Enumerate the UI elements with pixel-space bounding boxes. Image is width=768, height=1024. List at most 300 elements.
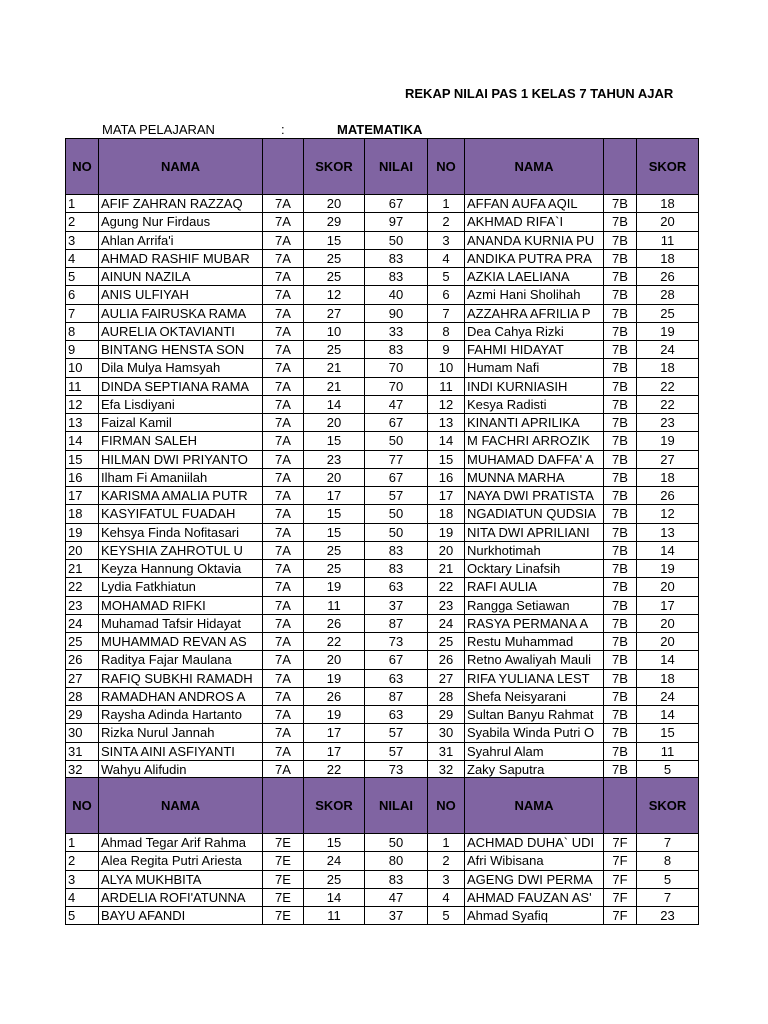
class-cell: 7B xyxy=(604,341,637,359)
header-nama: NAMA xyxy=(99,139,263,195)
class-cell: 7A xyxy=(263,231,304,249)
name-cell: Ocktary Linafsih xyxy=(465,560,604,578)
nilai-cell: 67 xyxy=(365,414,428,432)
table-row xyxy=(66,633,699,651)
skor-cell: 26 xyxy=(637,268,699,286)
no-cell: 16 xyxy=(66,468,99,486)
no-cell: 12 xyxy=(428,395,465,413)
class-cell: 7B xyxy=(604,760,637,778)
class-cell: 7A xyxy=(263,596,304,614)
nilai-cell: 33 xyxy=(365,322,428,340)
skor-cell: 14 xyxy=(304,395,365,413)
no-cell: 3 xyxy=(428,231,465,249)
class-cell: 7B xyxy=(604,706,637,724)
skor-cell: 18 xyxy=(637,669,699,687)
name-cell: Keyza Hannung Oktavia xyxy=(99,560,263,578)
skor-cell: 7 xyxy=(637,888,699,906)
class-cell: 7A xyxy=(263,687,304,705)
skor-cell: 29 xyxy=(304,213,365,231)
class-cell: 7E xyxy=(263,870,304,888)
class-cell: 7B xyxy=(604,541,637,559)
name-cell: Ahmad Syafiq xyxy=(465,907,604,925)
name-cell: ANANDA KURNIA PU xyxy=(465,231,604,249)
name-cell: Agung Nur Firdaus xyxy=(99,213,263,231)
class-cell: 7A xyxy=(263,195,304,213)
nilai-cell: 73 xyxy=(365,633,428,651)
name-cell: MOHAMAD RIFKI xyxy=(99,596,263,614)
skor-cell: 21 xyxy=(304,359,365,377)
class-cell: 7A xyxy=(263,760,304,778)
skor-cell: 14 xyxy=(304,888,365,906)
subject-value: MATEMATIKA xyxy=(337,122,423,137)
name-cell: Retno Awaliyah Mauli xyxy=(465,651,604,669)
class-cell: 7B xyxy=(604,669,637,687)
no-cell: 10 xyxy=(428,359,465,377)
class-cell: 7B xyxy=(604,450,637,468)
table-row xyxy=(66,286,699,304)
no-cell: 24 xyxy=(66,614,99,632)
name-cell: Zaky Saputra xyxy=(465,760,604,778)
nilai-cell: 50 xyxy=(365,231,428,249)
grades-table-7a-7b xyxy=(65,138,699,796)
class-cell: 7B xyxy=(604,213,637,231)
class-cell: 7A xyxy=(263,669,304,687)
name-cell: AZKIA LAELIANA xyxy=(465,268,604,286)
no-cell: 3 xyxy=(428,870,465,888)
no-cell: 9 xyxy=(428,341,465,359)
no-cell: 17 xyxy=(66,487,99,505)
name-cell: BAYU AFANDI xyxy=(99,907,263,925)
header-kelas xyxy=(604,139,637,195)
class-cell: 7B xyxy=(604,359,637,377)
name-cell: AINUN NAZILA xyxy=(99,268,263,286)
class-cell: 7F xyxy=(604,852,637,870)
class-cell: 7A xyxy=(263,541,304,559)
no-cell: 2 xyxy=(428,852,465,870)
class-cell: 7B xyxy=(604,322,637,340)
no-cell: 28 xyxy=(428,687,465,705)
name-cell: NAYA DWI PRATISTA xyxy=(465,487,604,505)
name-cell: AURELIA OKTAVIANTI xyxy=(99,322,263,340)
skor-cell: 12 xyxy=(304,286,365,304)
name-cell: NITA DWI APRILIANI xyxy=(465,523,604,541)
class-cell: 7A xyxy=(263,633,304,651)
no-cell: 1 xyxy=(66,834,99,852)
name-cell: Syabila Winda Putri O xyxy=(465,724,604,742)
nilai-cell: 77 xyxy=(365,450,428,468)
header-kelas xyxy=(263,139,304,195)
name-cell: NGADIATUN QUDSIA xyxy=(465,505,604,523)
name-cell: RAMADHAN ANDROS A xyxy=(99,687,263,705)
class-cell: 7B xyxy=(604,633,637,651)
class-cell: 7A xyxy=(263,614,304,632)
no-cell: 27 xyxy=(66,669,99,687)
no-cell: 8 xyxy=(428,322,465,340)
table-row xyxy=(66,468,699,486)
no-cell: 5 xyxy=(66,268,99,286)
name-cell: ACHMAD DUHA` UDI xyxy=(465,834,604,852)
name-cell: Efa Lisdiyani xyxy=(99,395,263,413)
table-row xyxy=(66,268,699,286)
skor-cell: 19 xyxy=(304,669,365,687)
nilai-cell: 63 xyxy=(365,669,428,687)
name-cell: SINTA AINI ASFIYANTI xyxy=(99,742,263,760)
table-row xyxy=(66,432,699,450)
no-cell: 10 xyxy=(66,359,99,377)
name-cell: KARISMA AMALIA PUTR xyxy=(99,487,263,505)
skor-cell: 19 xyxy=(637,560,699,578)
skor-cell: 23 xyxy=(304,450,365,468)
no-cell: 9 xyxy=(66,341,99,359)
no-cell: 19 xyxy=(428,523,465,541)
table-header-row xyxy=(66,139,699,195)
header-nama: NAMA xyxy=(99,778,263,834)
name-cell: ALYA MUKHBITA xyxy=(99,870,263,888)
skor-cell: 26 xyxy=(637,487,699,505)
name-cell: HILMAN DWI PRIYANTO xyxy=(99,450,263,468)
class-cell: 7B xyxy=(604,195,637,213)
skor-cell: 21 xyxy=(304,377,365,395)
name-cell: Ahmad Tegar Arif Rahma xyxy=(99,834,263,852)
name-cell: Azmi Hani Sholihah xyxy=(465,286,604,304)
nilai-cell: 67 xyxy=(365,195,428,213)
skor-cell: 17 xyxy=(637,596,699,614)
no-cell: 15 xyxy=(428,450,465,468)
class-cell: 7F xyxy=(604,907,637,925)
table-row xyxy=(66,395,699,413)
skor-cell: 25 xyxy=(637,304,699,322)
class-cell: 7B xyxy=(604,651,637,669)
class-cell: 7A xyxy=(263,414,304,432)
no-cell: 32 xyxy=(66,760,99,778)
no-cell: 26 xyxy=(428,651,465,669)
name-cell: Afri Wibisana xyxy=(465,852,604,870)
class-cell: 7B xyxy=(604,523,637,541)
table-row xyxy=(66,541,699,559)
class-cell: 7F xyxy=(604,870,637,888)
class-cell: 7A xyxy=(263,359,304,377)
name-cell: RIFA YULIANA LEST xyxy=(465,669,604,687)
skor-cell: 20 xyxy=(304,468,365,486)
skor-cell: 25 xyxy=(304,249,365,267)
skor-cell: 11 xyxy=(304,907,365,925)
class-cell: 7E xyxy=(263,907,304,925)
subject-label: MATA PELAJARAN xyxy=(102,122,215,137)
class-cell: 7A xyxy=(263,505,304,523)
class-cell: 7A xyxy=(263,651,304,669)
no-cell: 11 xyxy=(66,377,99,395)
name-cell: MUNNA MARHA xyxy=(465,468,604,486)
header-kelas xyxy=(604,778,637,834)
no-cell: 1 xyxy=(66,195,99,213)
name-cell: FIRMAN SALEH xyxy=(99,432,263,450)
skor-cell: 13 xyxy=(637,523,699,541)
table-row xyxy=(66,450,699,468)
nilai-cell: 40 xyxy=(365,286,428,304)
name-cell: Faizal Kamil xyxy=(99,414,263,432)
class-cell: 7A xyxy=(263,341,304,359)
no-cell: 18 xyxy=(428,505,465,523)
nilai-cell: 63 xyxy=(365,706,428,724)
no-cell: 24 xyxy=(428,614,465,632)
table-row xyxy=(66,213,699,231)
skor-cell: 18 xyxy=(637,195,699,213)
nilai-cell: 80 xyxy=(365,852,428,870)
no-cell: 22 xyxy=(428,578,465,596)
skor-cell: 12 xyxy=(637,505,699,523)
table-row xyxy=(66,596,699,614)
name-cell: AKHMAD RIFA`I xyxy=(465,213,604,231)
table-row xyxy=(66,414,699,432)
no-cell: 7 xyxy=(428,304,465,322)
name-cell: AFIF ZAHRAN RAZZAQ xyxy=(99,195,263,213)
name-cell: Raditya Fajar Maulana xyxy=(99,651,263,669)
no-cell: 26 xyxy=(66,651,99,669)
table-row xyxy=(66,907,699,925)
nilai-cell: 47 xyxy=(365,395,428,413)
no-cell: 4 xyxy=(428,249,465,267)
no-cell: 21 xyxy=(66,560,99,578)
skor-cell: 23 xyxy=(637,414,699,432)
no-cell: 6 xyxy=(66,286,99,304)
skor-cell: 25 xyxy=(304,560,365,578)
skor-cell: 20 xyxy=(637,633,699,651)
nilai-cell: 83 xyxy=(365,870,428,888)
class-cell: 7A xyxy=(263,742,304,760)
table-row xyxy=(66,560,699,578)
no-cell: 31 xyxy=(66,742,99,760)
class-cell: 7B xyxy=(604,249,637,267)
nilai-cell: 47 xyxy=(365,888,428,906)
nilai-cell: 83 xyxy=(365,541,428,559)
class-cell: 7A xyxy=(263,268,304,286)
skor-cell: 24 xyxy=(637,341,699,359)
nilai-cell: 57 xyxy=(365,742,428,760)
nilai-cell: 97 xyxy=(365,213,428,231)
nilai-cell: 50 xyxy=(365,834,428,852)
name-cell: Wahyu Alifudin xyxy=(99,760,263,778)
no-cell: 8 xyxy=(66,322,99,340)
class-cell: 7A xyxy=(263,322,304,340)
table-row xyxy=(66,724,699,742)
class-cell: 7B xyxy=(604,286,637,304)
class-cell: 7B xyxy=(604,614,637,632)
table-row xyxy=(66,870,699,888)
name-cell: AZZAHRA AFRILIA P xyxy=(465,304,604,322)
nilai-cell: 87 xyxy=(365,687,428,705)
skor-cell: 25 xyxy=(304,268,365,286)
nilai-cell: 87 xyxy=(365,614,428,632)
name-cell: Shefa Neisyarani xyxy=(465,687,604,705)
skor-cell: 26 xyxy=(304,614,365,632)
skor-cell: 11 xyxy=(637,742,699,760)
name-cell: RASYA PERMANA A xyxy=(465,614,604,632)
skor-cell: 26 xyxy=(304,687,365,705)
grades-table-7e-7f xyxy=(65,777,699,925)
class-cell: 7B xyxy=(604,414,637,432)
name-cell: AHMAD FAUZAN AS' xyxy=(465,888,604,906)
nilai-cell: 83 xyxy=(365,560,428,578)
header-skor: SKOR xyxy=(304,139,365,195)
skor-cell: 24 xyxy=(304,852,365,870)
nilai-cell: 50 xyxy=(365,523,428,541)
name-cell: Ahlan Arrifa'i xyxy=(99,231,263,249)
no-cell: 15 xyxy=(66,450,99,468)
class-cell: 7A xyxy=(263,724,304,742)
no-cell: 1 xyxy=(428,195,465,213)
skor-cell: 14 xyxy=(637,706,699,724)
class-cell: 7B xyxy=(604,742,637,760)
class-cell: 7A xyxy=(263,432,304,450)
class-cell: 7A xyxy=(263,286,304,304)
no-cell: 6 xyxy=(428,286,465,304)
class-cell: 7A xyxy=(263,487,304,505)
no-cell: 3 xyxy=(66,231,99,249)
no-cell: 13 xyxy=(66,414,99,432)
name-cell: ANDIKA PUTRA PRA xyxy=(465,249,604,267)
header-skor: SKOR xyxy=(637,139,699,195)
name-cell: AHMAD RASHIF MUBAR xyxy=(99,249,263,267)
table-row xyxy=(66,742,699,760)
skor-cell: 19 xyxy=(304,578,365,596)
header-no: NO xyxy=(428,139,465,195)
table-header-row xyxy=(66,778,699,834)
table-row xyxy=(66,523,699,541)
header-nilai: NILAI xyxy=(365,139,428,195)
header-no: NO xyxy=(66,139,99,195)
no-cell: 12 xyxy=(66,395,99,413)
nilai-cell: 37 xyxy=(365,907,428,925)
class-cell: 7A xyxy=(263,395,304,413)
skor-cell: 28 xyxy=(637,286,699,304)
name-cell: Alea Regita Putri Ariesta xyxy=(99,852,263,870)
name-cell: Rangga Setiawan xyxy=(465,596,604,614)
header-nama: NAMA xyxy=(465,139,604,195)
class-cell: 7A xyxy=(263,468,304,486)
table-row xyxy=(66,669,699,687)
header-nama: NAMA xyxy=(465,778,604,834)
name-cell: FAHMI HIDAYAT xyxy=(465,341,604,359)
class-cell: 7B xyxy=(604,231,637,249)
skor-cell: 20 xyxy=(637,578,699,596)
no-cell: 7 xyxy=(66,304,99,322)
name-cell: Restu Muhammad xyxy=(465,633,604,651)
class-cell: 7B xyxy=(604,578,637,596)
no-cell: 27 xyxy=(428,669,465,687)
no-cell: 2 xyxy=(428,213,465,231)
no-cell: 3 xyxy=(66,870,99,888)
class-cell: 7B xyxy=(604,505,637,523)
table-row xyxy=(66,834,699,852)
subject-colon: : xyxy=(281,122,285,137)
table-row xyxy=(66,322,699,340)
no-cell: 20 xyxy=(428,541,465,559)
skor-cell: 17 xyxy=(304,724,365,742)
skor-cell: 15 xyxy=(304,231,365,249)
header-skor: SKOR xyxy=(637,778,699,834)
no-cell: 5 xyxy=(66,907,99,925)
skor-cell: 15 xyxy=(304,834,365,852)
header-nilai: NILAI xyxy=(365,778,428,834)
table-row xyxy=(66,651,699,669)
name-cell: RAFIQ SUBKHI RAMADH xyxy=(99,669,263,687)
name-cell: AGENG DWI PERMA xyxy=(465,870,604,888)
name-cell: Sultan Banyu Rahmat xyxy=(465,706,604,724)
table-row xyxy=(66,359,699,377)
class-cell: 7B xyxy=(604,395,637,413)
name-cell: KASYIFATUL FUADAH xyxy=(99,505,263,523)
name-cell: Kesya Radisti xyxy=(465,395,604,413)
no-cell: 14 xyxy=(66,432,99,450)
skor-cell: 22 xyxy=(637,395,699,413)
skor-cell: 25 xyxy=(304,870,365,888)
name-cell: Humam Nafi xyxy=(465,359,604,377)
nilai-cell: 83 xyxy=(365,341,428,359)
skor-cell: 15 xyxy=(637,724,699,742)
class-cell: 7A xyxy=(263,213,304,231)
skor-cell: 19 xyxy=(637,432,699,450)
no-cell: 4 xyxy=(66,888,99,906)
class-cell: 7E xyxy=(263,888,304,906)
skor-cell: 18 xyxy=(637,468,699,486)
no-cell: 19 xyxy=(66,523,99,541)
no-cell: 5 xyxy=(428,907,465,925)
header-skor: SKOR xyxy=(304,778,365,834)
name-cell: KINANTI APRILIKA xyxy=(465,414,604,432)
no-cell: 29 xyxy=(66,706,99,724)
skor-cell: 15 xyxy=(304,505,365,523)
class-cell: 7A xyxy=(263,304,304,322)
nilai-cell: 57 xyxy=(365,487,428,505)
skor-cell: 5 xyxy=(637,760,699,778)
class-cell: 7A xyxy=(263,249,304,267)
no-cell: 14 xyxy=(428,432,465,450)
skor-cell: 14 xyxy=(637,651,699,669)
no-cell: 2 xyxy=(66,213,99,231)
skor-cell: 17 xyxy=(304,742,365,760)
name-cell: AFFAN AUFA AQIL xyxy=(465,195,604,213)
nilai-cell: 67 xyxy=(365,468,428,486)
no-cell: 16 xyxy=(428,468,465,486)
header-no: NO xyxy=(66,778,99,834)
skor-cell: 11 xyxy=(304,596,365,614)
class-cell: 7B xyxy=(604,724,637,742)
table-row xyxy=(66,304,699,322)
table-row xyxy=(66,687,699,705)
table-row xyxy=(66,888,699,906)
class-cell: 7B xyxy=(604,304,637,322)
nilai-cell: 37 xyxy=(365,596,428,614)
no-cell: 30 xyxy=(428,724,465,742)
class-cell: 7B xyxy=(604,468,637,486)
class-cell: 7B xyxy=(604,432,637,450)
name-cell: ANIS ULFIYAH xyxy=(99,286,263,304)
no-cell: 25 xyxy=(66,633,99,651)
no-cell: 22 xyxy=(66,578,99,596)
table-row xyxy=(66,195,699,213)
skor-cell: 20 xyxy=(304,195,365,213)
header-no: NO xyxy=(428,778,465,834)
no-cell: 2 xyxy=(66,852,99,870)
skor-cell: 20 xyxy=(637,614,699,632)
skor-cell: 22 xyxy=(304,760,365,778)
skor-cell: 22 xyxy=(637,377,699,395)
no-cell: 32 xyxy=(428,760,465,778)
no-cell: 23 xyxy=(428,596,465,614)
name-cell: RAFI AULIA xyxy=(465,578,604,596)
class-cell: 7A xyxy=(263,450,304,468)
skor-cell: 20 xyxy=(304,651,365,669)
